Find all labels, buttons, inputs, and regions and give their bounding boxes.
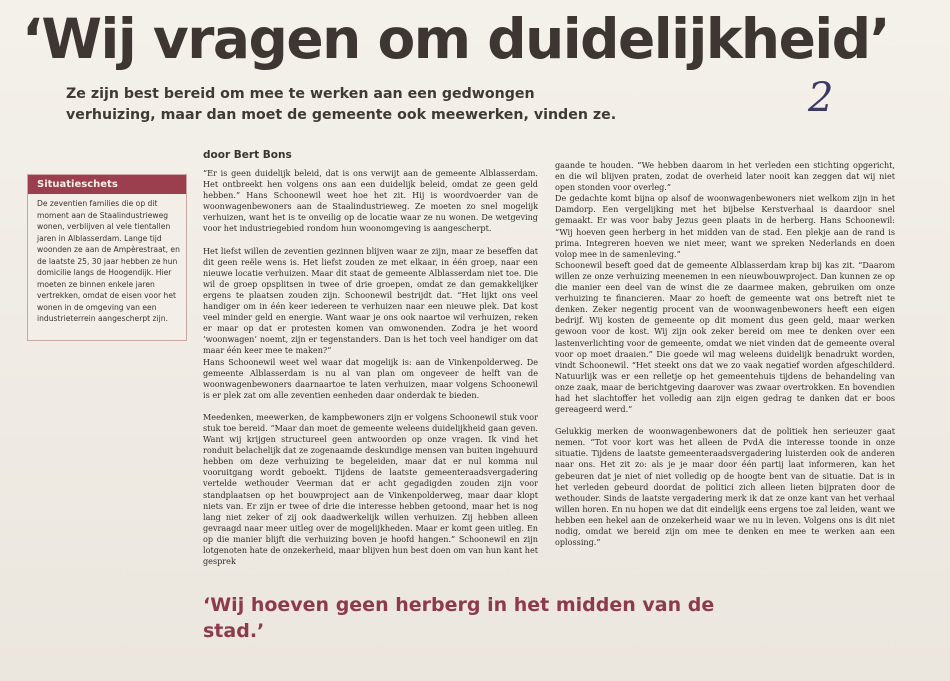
article-column-2 xyxy=(555,160,895,548)
paragraph: Hans Schoonewil weet wel waar dat mogelijk is: aan de Vinkenpolderweg. De gemeente Alblasserdam is nu al van plan om ongeveer de helft van de woonwagenbewoners daarnaartoe te laten verhuizen, maar volgens Schoonewil is er plek zat om alle zeventien eenheden daar onderdak te bieden. xyxy=(203,356,538,400)
headline: ‘Wij vragen om duidelijkheid’ xyxy=(22,7,889,71)
paragraph: Gelukkig merken de woonwagenbewoners dat de politiek hen serieuzer gaat nemen. “Tot voor kort was het alleen de PvdA die interesse toonde in onze situatie. Tijdens de laatste gemeenteraadsvergadering luisterden ook de anderen naar ons. Het zit zo: als je je maar door één partij laat informeren, kan het gebeuren dat je niet of niet volledig op de hoogte bent van de situatie. Dat is in het verleden gebeurd doordat de politici zich alleen lieten bijpraten door de wethouder. Sinds de laatste vergadering merk ik dat ze onze kant van het verhaal willen horen. En nu hopen we dat dit eindelijk eens ergens toe zal leiden, want we hebben een hekel aan de onzekerheid waar we nu in leven. Volgens ons is dit niet nodig, omdat we bereid zijn om mee te denken en mee te werken aan een oplossing.” xyxy=(555,426,895,548)
paragraph: “Er is geen duidelijk beleid, dat is ons verwijt aan de gemeente Alblasserdam. Het ontbreekt hen volgens ons aan een duidelijk beleid, omdat ze geen geld hebben.” Hans Schoonewil weet hoe het zit. Hij is woordvoerder van de woonwagenbewoners aan de Staalindustrieweg. Ze moeten zo snel mogelijk verhuizen, want het is te onveilig op de locatie waar ze nu wonen. De wetgeving voor het industriegebied rondom hun woonomgeving is aangescherpt. xyxy=(203,168,538,234)
paragraph: Schoonewil beseft goed dat de gemeente Alblasserdam krap bij kas zit. “Daarom willen ze onze verhuizing meenemen in een nieuwbouwproject. Dan kunnen ze op die manier een deel van de winst die ze daarmee maken, gebruiken om onze verhuizing te financieren. Maar zo hoeft de gemeente wat ons betreft niet te denken. Zeker negentig procent van de woonwagenbewoners heeft een eigen bedrijf. Wij kosten de gemeente op dit moment dus geen geld, maar werken gewoon voor de kost. Wij zijn ook zeker bereid om mee te denken over een lastenverlichting voor de gemeente, omdat we niet vinden dat de gemeente overal voor op moet draaien.” Die goede wil mag weleens duidelijk benadrukt worden, vindt Schoonewil. “Het steekt ons dat we zo vaak negatief worden afgeschilderd. Natuurlijk was er een relletje op het gemeentehuis tijdens de behandeling van onze zaak, maar de berichtgeving daarover was zwaar overtrokken. En bovendien had het slachtoffer het volledig aan zijn eigen gedrag te danken dat er boos gereageerd werd.” xyxy=(555,259,895,415)
paragraph: De gedachte komt bijna op alsof de woonwagenbewoners niet welkom zijn in het Damdorp. Een vergelijking met het bijbelse Kerstverhaal is daardoor snel gemaakt. Er was voor baby Jezus geen plaats in de herberg. Hans Schoonewil: “Wij hoeven geen herberg in het midden van de stad. Een plekje aan de rand is prima. Integreren hoeven we niet meer, want we spreken Nederlands en doen volop mee in de samenleving.” xyxy=(555,193,895,259)
article-column-1 xyxy=(203,168,538,567)
paragraph: Het liefst willen de zeventien gezinnen blijven waar ze zijn, maar ze beseffen dat dit geen reële wens is. Het liefst zouden ze met elkaar, in één groep, naar een nieuwe locatie verhuizen. Maar dit staat de gemeente Alblasserdam niet toe. Die wil de groep opsplitsen in twee of drie groepen, omdat ze dan gemakkelijker ergens te plaatsen zouden zijn. Schoonewil bestrijdt dat. “Het lijkt ons veel handiger om in één keer iedereen te verhuizen naar een nieuwe plek. Dat kost veel minder geld en energie. Want waar je ons ook naartoe wil verhuizen, reken er maar op dat er protesten komen van omwonenden. Zodra je het woord ‘woonwagen’ noemt, zijn er tegenstanders. Dan is het toch veel handiger om dat maar één keer mee te maken?” xyxy=(203,245,538,356)
sidebar-box-situatieschets xyxy=(27,174,187,341)
pull-quote: ‘Wij hoeven geen herberg in het midden van de stad.’ xyxy=(203,594,715,642)
handwritten-page-number: 2 xyxy=(808,75,834,121)
sidebar-title: Situatieschets xyxy=(28,175,186,194)
paragraph: gaande te houden. “We hebben daarom in het verleden een stichting opgericht, en die wil blijven praten, zodat de overheid later nooit kan zeggen dat wij niet open stonden voor overleg.” xyxy=(555,160,895,193)
sidebar-body: De zeventien families die op dit moment aan de Staalindustrieweg wonen, verblijven al vele tientallen jaren in Alblasserdam. Lange tijd woonden ze aan de Ampèrestraat, en de laatste 25, 30 jaar hebben ze hun domicilie langs de Hoogendijk. Hier moeten ze binnen enkele jaren vertrekken, omdat de eisen voor het wonen in de omgeving van een industrieterrein aangescherpt zijn. xyxy=(37,199,180,323)
paragraph: Meedenken, meewerken, de kampbewoners zijn er volgens Schoonewil stuk voor stuk toe bereid. “Maar dan moet de gemeente weleens duidelijkheid gaan geven. Want wij krijgen structureel geen antwoorden op onze vragen. Ik vind het ronduit belachelijk dat ze zogenaamde deskundige mensen van buiten ingehuurd hebben om deze verhuizing te begeleiden, maar dat er nul komma nul vooruitgang wordt geboekt. Tijdens de laatste gemeenteraadsvergadering vertelde wethouder Veerman dat er acht gegadigden zouden zijn voor standplaatsen op het bouwproject aan de Vinkenpolderweg, maar daar klopt niets van. Er zijn er twee of drie die interesse hebben getoond, maar het is nog lang niet zeker of zij ook daadwerkelijk willen verhuizen. Zij hebben alleen gevraagd naar meer uitleg over de mogelijkheden. Maar er komt geen uitleg. En op die manier blijft die verhuizing boven je hoofd hangen.” Schoonewil en zijn lotgenoten hate de onzekerheid, maar blijven hun best doen om van hun kant het gesprek xyxy=(203,411,538,567)
byline: door Bert Bons xyxy=(203,149,292,161)
subheadline: Ze zijn best bereid om mee te werken aan een gedwongen verhuizing, maar dan moet de gemeente ook meewerken, vinden ze. xyxy=(66,86,617,123)
